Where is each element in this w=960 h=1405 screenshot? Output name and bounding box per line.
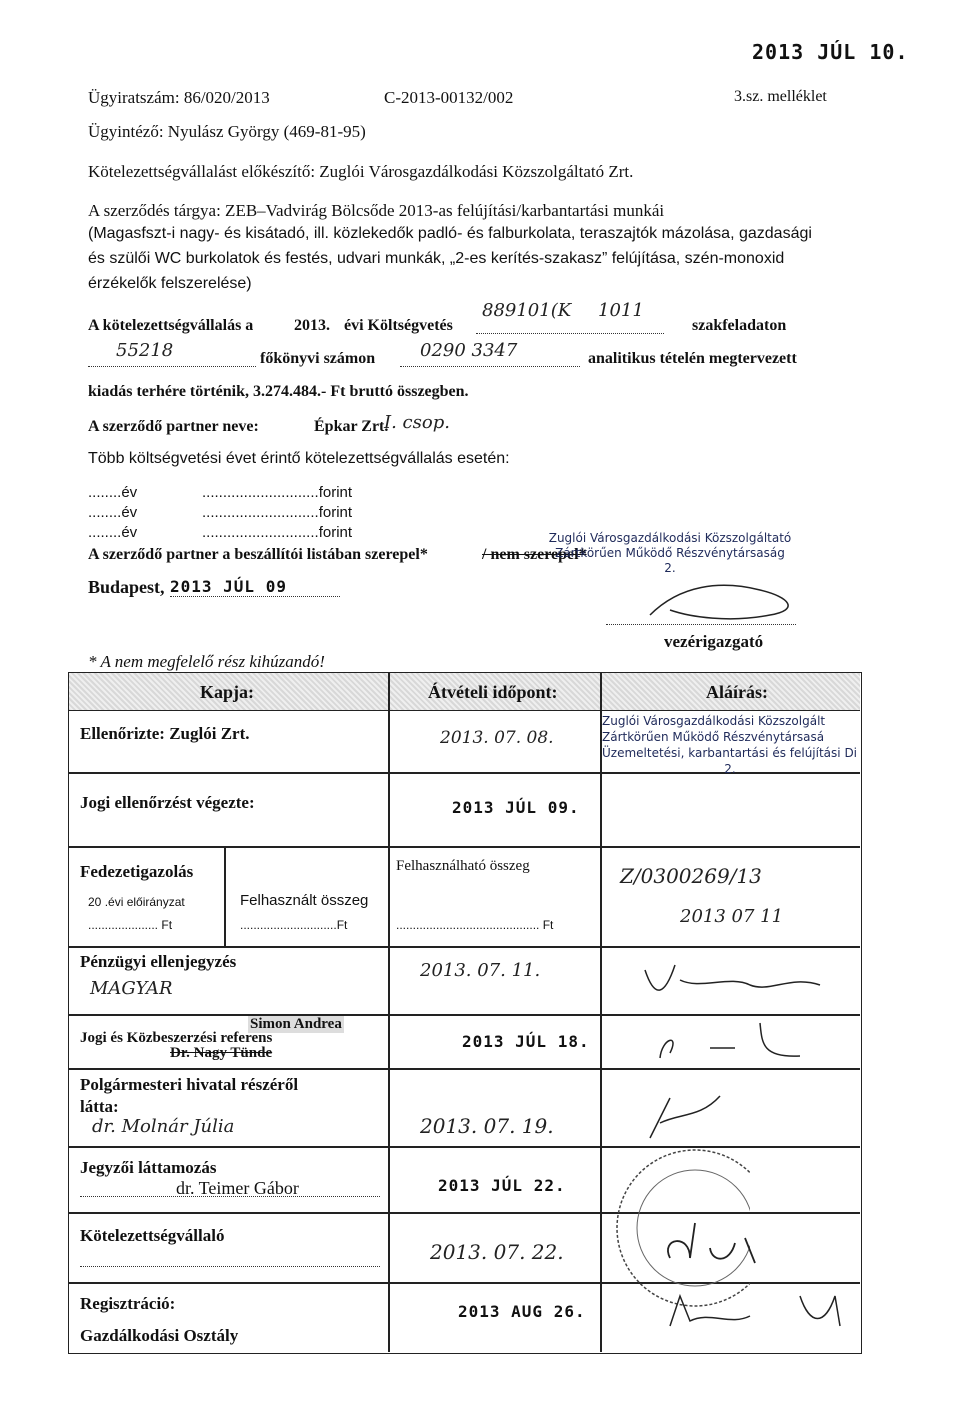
c-number: C-2013-00132/002 (384, 88, 514, 107)
currency-2: Ft (336, 918, 348, 932)
forint-row-1: ............................forint (202, 484, 353, 501)
budget-code-handwritten-2: 1011 (598, 300, 644, 321)
legal-signature (650, 1018, 820, 1066)
available-amount-label: Felhasználható összeg (396, 858, 530, 874)
year-row-1: ........év (88, 484, 138, 501)
legal-check-label: Jogi ellenőrzést végezte: (80, 793, 255, 812)
row-divider-4 (68, 1014, 860, 1016)
ledger-label: főkönyvi számon (260, 350, 376, 367)
ledger-handwritten: 55218 (116, 340, 174, 361)
legal-check-date: 2013 JÚL 09. (452, 798, 580, 817)
checked-date: 2013. 07. 08. (440, 728, 554, 748)
analytic-line (400, 366, 580, 367)
fedezet-inner-divider (224, 846, 226, 946)
obligor-label: Kötelezettségvállaló (80, 1226, 225, 1245)
director-line (606, 624, 796, 625)
checked-stamp-line-2: Zártkörűen Működő Részvénytársasá (602, 730, 825, 744)
appropriation-amount: ..................... Ft (88, 918, 173, 932)
registration-label: Regisztráció: (80, 1294, 176, 1313)
forint-label: forint (318, 484, 353, 501)
budget-code-line (476, 333, 664, 334)
year-label: év (121, 484, 138, 501)
multi-year-note: Több költségvetési évet érintő kötelezettségvállalás esetén: (88, 450, 510, 467)
used-amount-label: Felhasznált összeg (240, 892, 369, 909)
budget-code-handwritten: 889101(K (482, 300, 572, 321)
szakfeladat-label: szakfeladaton (692, 317, 787, 334)
stamp-line-3: 2. (664, 561, 676, 575)
director-signature (640, 575, 820, 630)
referent-name-stamp: Simon Andrea (250, 1016, 342, 1032)
obligor-signature (650, 1218, 770, 1276)
used-amount: .............................Ft (240, 918, 348, 932)
appropriation-text: .évi előirányzat (104, 895, 185, 909)
case-officer: Ügyintéző: Nyulász György (469-81-95) (88, 122, 366, 141)
stamp-line-2: Zártkörűen Működő Részvénytársaság (555, 546, 785, 560)
strikeout-note: * A nem megfelelő rész kihúzandó! (88, 652, 325, 671)
year-label: év (121, 504, 138, 521)
available-amount: ........................................... Ft (396, 918, 554, 932)
row-divider-2 (68, 846, 860, 848)
expense-amount: kiadás terhére történik, 3.274.484.- Ft bruttó összegben. (88, 383, 469, 400)
coverage-handwritten-date: 2013 07 11 (680, 906, 784, 927)
year-label: év (121, 524, 138, 541)
subject-detail-3: érzékelők felszerelése) (88, 275, 252, 292)
legal-procurement-name: Dr. Nagy Tünde (170, 1045, 273, 1061)
checked-stamp-line-1: Zuglói Városgazdálkodási Közszolgált (602, 714, 826, 728)
budget-year: 2013. (294, 317, 330, 334)
forint-label: forint (318, 504, 353, 521)
notary-date: 2013 JÚL 22. (438, 1176, 566, 1195)
year-row-2: ........év (88, 504, 138, 521)
coverage-label: Fedezetigazolás (80, 862, 194, 881)
row-divider-5 (68, 1068, 860, 1070)
received-date-stamp: 2013 JÚL 10. (752, 40, 909, 64)
appropriation-prefix: 20 (88, 895, 102, 909)
supplier-list-label: A szerződő partner a beszállítói listában szerepel* (88, 546, 428, 563)
financial-signature (640, 955, 830, 1005)
checked-stamp (602, 713, 858, 777)
company-stamp (505, 531, 835, 576)
place-date-stamp: 2013 JÚL 09 (170, 577, 340, 597)
partner-label: A szerződő partner neve: (88, 418, 259, 435)
ledger-line (88, 366, 256, 367)
mayor-date: 2013. 07. 19. (420, 1114, 554, 1138)
finance-department: Gazdálkodási Osztály (80, 1326, 239, 1345)
attachment-label: 3.sz. melléklet (734, 88, 827, 105)
col-divider-1 (388, 672, 390, 1352)
header-signature: Aláírás: (706, 682, 768, 702)
year-row-3: ........év (88, 524, 138, 541)
place-date (170, 577, 340, 597)
file-number: Ügyiratszám: 86/020/2013 (88, 88, 270, 107)
budget-prefix: A kötelezettségvállalás a (88, 317, 254, 334)
contract-subject: A szerződés tárgya: ZEB–Vadvirág Bölcsőde 2013-as felújítási/karbantartási munkái (88, 201, 665, 220)
currency-1: Ft (161, 918, 173, 932)
currency-3: Ft (542, 918, 554, 932)
notary-name: dr. Teimer Gábor (176, 1178, 299, 1198)
budget-label: évi Költségvetés (344, 317, 453, 334)
row-divider-3 (68, 946, 860, 948)
partner-handwritten: I. csop. (384, 412, 450, 433)
registration-signature (660, 1286, 850, 1342)
forint-row-2: ............................forint (202, 504, 353, 521)
header-receipt-time: Átvételi időpont: (428, 682, 558, 702)
forint-row-3: ............................forint (202, 524, 353, 541)
mayor-seen-label: látta: (80, 1097, 119, 1116)
preparer: Kötelezettségvállalást előkészítő: Zuglói Városgazdálkodási Közszolgáltató Zrt. (88, 162, 634, 181)
legal-procurement-label: Jogi és Közbeszerzési referens (80, 1030, 273, 1046)
financial-countersign-date: 2013. 07. 11. (420, 960, 541, 981)
obligor-line (80, 1266, 380, 1267)
appropriation-label (88, 895, 185, 909)
registration-date: 2013 AUG 26. (458, 1302, 586, 1321)
financial-countersign-label: Pénzügyi ellenjegyzés (80, 952, 237, 971)
notary-line (80, 1196, 380, 1197)
stamp-line-1: Zuglói Városgazdálkodási Közszolgáltató (548, 531, 792, 545)
legal-procurement-date: 2013 JÚL 18. (462, 1032, 590, 1051)
notary-label: Jegyzői láttamozás (80, 1158, 217, 1177)
checked-stamp-line-4: 2. (724, 762, 736, 776)
analytic-handwritten: 0290 3347 (420, 340, 518, 361)
obligor-date: 2013. 07. 22. (430, 1240, 564, 1264)
analytic-label: analitikus tételén megtervezett (588, 350, 797, 367)
place-label: Budapest, (88, 577, 165, 597)
subject-detail-1: (Magasfszt-i nagy- és kisátadó, ill. közlekedők padló- és falburkolata, teraszajtók mázolása, gazdasági (88, 225, 812, 242)
mayor-handwritten-name: dr. Molnár Júlia (92, 1116, 235, 1137)
header-recipient: Kapja: (200, 682, 254, 702)
partner-name: Épkar Zrt. (314, 418, 389, 435)
subject-detail-2: és szülői WC burkolatok és festés, udvari munkák, „2-es kerítés-szakasz” felújítása, szén-monoxid (88, 250, 785, 267)
checked-by: Ellenőrizte: Zuglói Zrt. (80, 724, 250, 743)
not-listed-label: / nem szerepel* (482, 546, 587, 563)
mayor-office-label: Polgármesteri hivatal részéről (80, 1075, 299, 1094)
checked-stamp-line-3: Üzemeltetési, karbantartási és felújítási Di (602, 746, 858, 760)
forint-label: forint (318, 524, 353, 541)
coverage-handwritten-number: Z/0300269/13 (620, 864, 762, 888)
financial-countersign-handwritten: MAGYAR (90, 978, 173, 999)
director-title: vezérigazgató (664, 632, 764, 651)
mayor-signature (640, 1088, 740, 1144)
